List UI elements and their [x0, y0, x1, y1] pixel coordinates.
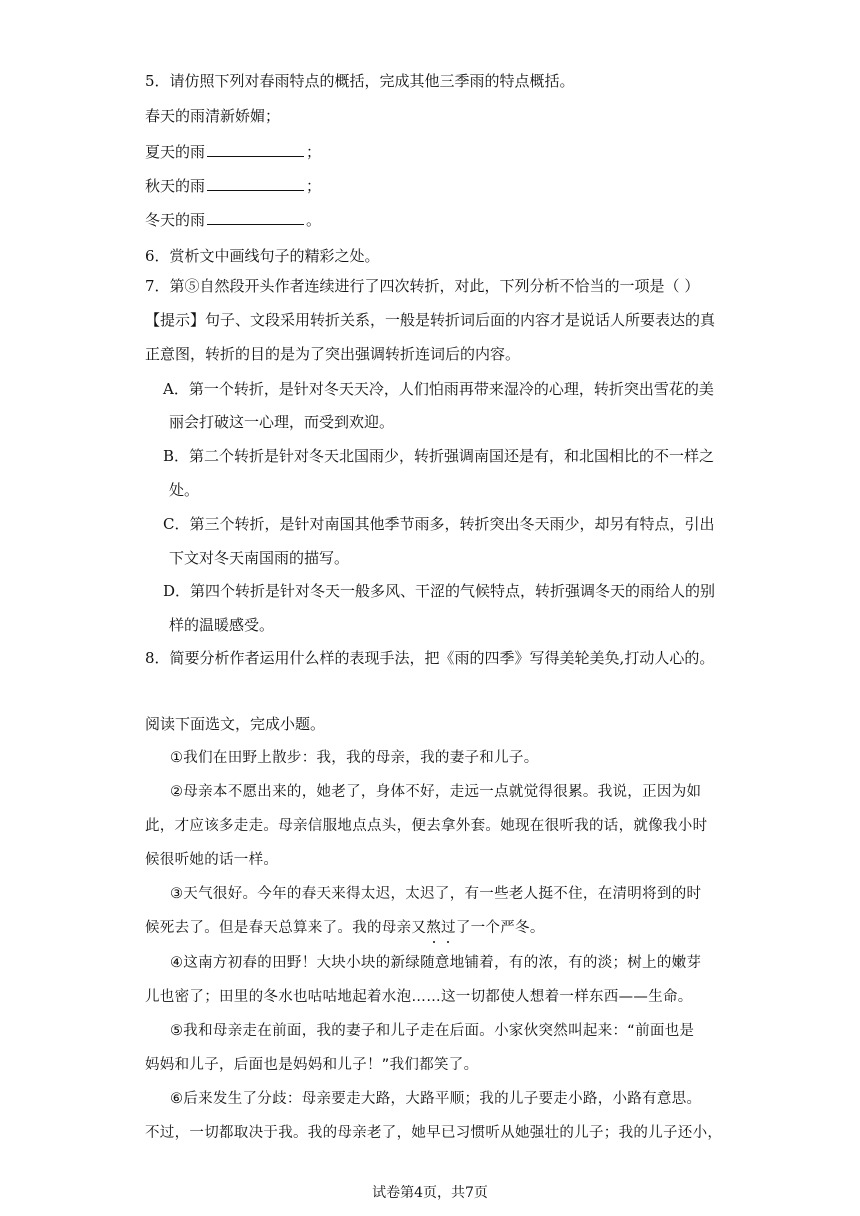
reading-paragraph-4-line-1: ④这南方初春的田野！大块小块的新绿随意地铺着，有的浓，有的淡；树上的嫩芽 — [170, 955, 702, 971]
q7-option-a-line-1[interactable]: A．第一个转折，是针对冬天天冷，人们怕雨再带来湿冷的心理，转折突出雪花的美 — [163, 380, 714, 398]
q5-winter-blank[interactable] — [207, 210, 304, 225]
q6-prompt: 6．赏析文中画线句子的精彩之处。 — [145, 247, 380, 265]
q7-option-d-line-2: 样的温暖感受。 — [169, 616, 275, 634]
q5-autumn-blank[interactable] — [207, 176, 304, 191]
reading-paragraph-6-line-2: 不过，一切都取决于我。我的母亲老了，她早已习惯听从她强壮的儿子；我的儿子还小， — [145, 1125, 723, 1141]
reading-instruction: 阅读下面选文，完成小题。 — [145, 715, 326, 733]
q5-summer-label: 夏天的雨 — [145, 143, 206, 161]
reading-paragraph-3-text-a: 候死去了。但是春天总算来了。我的母亲又 — [145, 920, 427, 936]
q5-summer-end: ； — [306, 143, 322, 161]
q5-autumn-line — [145, 176, 321, 196]
reading-paragraph-3-line-2 — [145, 918, 545, 938]
q5-winter-line — [145, 210, 321, 230]
q7-option-b-line-2: 处。 — [169, 481, 200, 499]
q5-example: 春天的雨清新娇媚； — [145, 107, 281, 125]
reading-paragraph-1: ①我们在田野上散步：我，我的母亲，我的妻子和儿子。 — [170, 750, 539, 766]
q5-winter-end: 。 — [306, 211, 322, 229]
page-number-footer: 试卷第4页，共7页 — [372, 1185, 488, 1201]
q5-autumn-label: 秋天的雨 — [145, 177, 206, 195]
reading-paragraph-2-line-2: 此，才应该多走走。母亲信服地点点头，便去拿外套。她现在很听我的话，就像我小时 — [145, 818, 708, 834]
q5-autumn-end: ； — [306, 177, 322, 195]
q7-option-b-line-1[interactable]: B．第二个转折是针对冬天北国雨少，转折强调南国还是有，和北国相比的不一样之 — [163, 447, 715, 465]
q7-option-d-line-1[interactable]: D．第四个转折是针对冬天一般多风、干涩的气候特点，转折强调冬天的雨给人的别 — [163, 582, 716, 600]
q5-winter-label: 冬天的雨 — [145, 211, 206, 229]
reading-paragraph-3-line-1: ③天气很好。今年的春天来得太迟，太迟了，有一些老人挺不住，在清明将到的时 — [170, 886, 702, 902]
reading-paragraph-5-line-1: ⑤我和母亲走在前面，我的妻子和儿子走在后面。小家伙突然叫起来：“前面也是 — [170, 1023, 695, 1039]
emphasis-char-ao: 熬 — [426, 920, 442, 936]
reading-paragraph-2-line-1: ②母亲本不愿出来的，她老了，身体不好，走远一点就觉得很累。我说，正因为如 — [170, 784, 702, 800]
reading-paragraph-4-line-2: 儿也密了；田里的冬水也咕咕地起着水泡……这一切都使人想着一样东西——生命。 — [145, 989, 693, 1005]
q7-option-c-line-2: 下文对冬天南国雨的描写。 — [169, 549, 350, 567]
q5-summer-blank[interactable] — [207, 142, 304, 157]
emphasis-char-guo: 过 — [441, 920, 456, 936]
q5-summer-line — [145, 142, 321, 162]
reading-paragraph-5-line-2: 妈妈和儿子，后面也是妈妈和儿子！”我们都笑了。 — [145, 1057, 479, 1073]
q5-prompt: 5．请仿照下列对春雨特点的概括，完成其他三季雨的特点概括。 — [145, 72, 575, 90]
q7-hint-line-2: 正意图，转折的目的是为了突出强调转折连词后的内容。 — [145, 345, 521, 363]
q7-option-a-line-2: 丽会打破这一心理，而受到欢迎。 — [169, 413, 395, 431]
reading-paragraph-3-text-b: 了一个严冬。 — [455, 920, 545, 936]
q8-prompt: 8．简要分析作者运用什么样的表现手法，把《雨的四季》写得美轮美奂,打动人心的。 — [145, 649, 715, 667]
reading-paragraph-2-line-3: 候很听她的话一样。 — [145, 852, 279, 868]
q7-hint-line-1: 【提示】句子、文段采用转折关系，一般是转折词后面的内容才是说话人所要表达的真 — [145, 311, 716, 329]
q7-prompt: 7．第⑤自然段开头作者连续进行了四次转折，对此，下列分析不恰当的一项是（ ） — [145, 277, 700, 295]
q7-option-c-line-1[interactable]: C．第三个转折，是针对南国其他季节雨多，转折突出冬天雨少，却另有特点，引出 — [163, 515, 715, 533]
reading-paragraph-6-line-1: ⑥后来发生了分歧：母亲要走大路，大路平顺；我的儿子要走小路，小路有意思。 — [170, 1091, 702, 1107]
